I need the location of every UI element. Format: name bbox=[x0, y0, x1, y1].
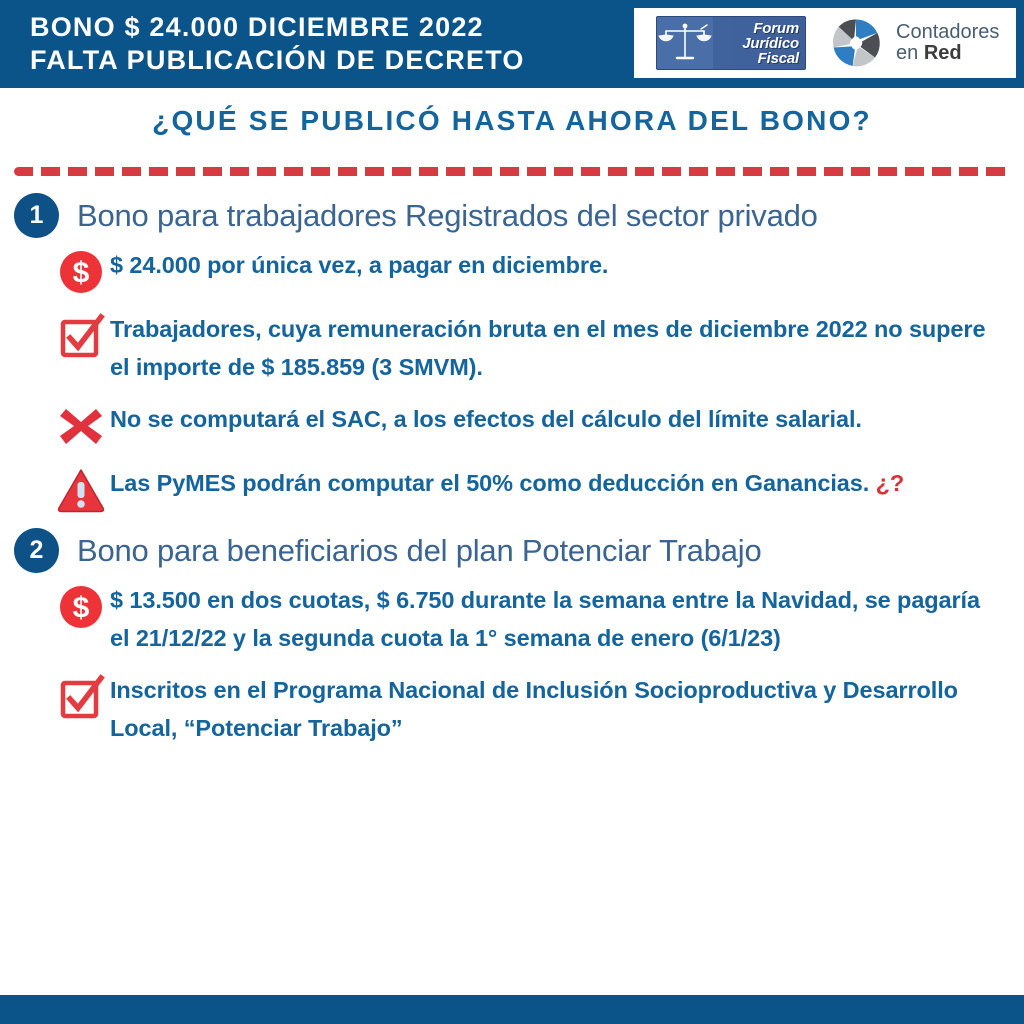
section-header-1 bbox=[14, 193, 1024, 238]
contadores-en-red-logo bbox=[828, 15, 999, 71]
header-title-block bbox=[30, 11, 630, 77]
contadores-logo-red: Red bbox=[923, 42, 962, 64]
forum-juridico-fiscal-logo bbox=[656, 16, 806, 70]
svg-text:$: $ bbox=[72, 591, 90, 625]
dollar-icon bbox=[57, 583, 105, 631]
bullet-icon-slot bbox=[52, 246, 110, 296]
list-item-text-main: Las PyMES podrán computar el 50% como deducción en Ganancias. bbox=[110, 470, 876, 496]
header-title-line-1: BONO $ 24.000 DICIEMBRE 2022 bbox=[30, 12, 484, 42]
checkbox-checked-icon bbox=[57, 673, 105, 721]
forum-logo-line-1: Forum bbox=[753, 19, 799, 37]
logo-bar bbox=[634, 8, 1016, 78]
section-bullets-2 bbox=[0, 581, 1024, 747]
contadores-logo-wordmark bbox=[896, 22, 999, 64]
section-title-2: Bono para beneficiarios del plan Potenciar Trabajo bbox=[77, 532, 762, 568]
list-item-text: $ 13.500 en dos cuotas, $ 6.750 durante la semana entre la Navidad, se pagaría el 21/12/22 y la segunda cuota la 1° semana de enero (6/1/23) bbox=[110, 587, 980, 651]
header-title-line-2: FALTA PUBLICACIÓN DE DECRETO bbox=[30, 45, 525, 75]
section-number-badge-2: 2 bbox=[14, 528, 59, 573]
warning-triangle-icon bbox=[56, 466, 106, 514]
list-item-text bbox=[110, 464, 904, 502]
page-footer-bar bbox=[0, 995, 1024, 1024]
bullet-icon-slot bbox=[52, 671, 110, 721]
contadores-logo-line-1: Contadores bbox=[896, 21, 1000, 43]
list-item-text: Trabajadores, cuya remuneración bruta en el mes de diciembre 2022 no supere el importe de $ 185.859 (3 SMVM). bbox=[110, 316, 986, 380]
list-item bbox=[52, 400, 1024, 450]
scales-of-justice-icon bbox=[657, 20, 713, 66]
dashed-divider bbox=[14, 167, 1010, 176]
list-item bbox=[52, 246, 1024, 296]
list-item-text: Inscritos en el Programa Nacional de Inclusión Socioproductiva y Desarrollo Local, “Potenciar Trabajo” bbox=[110, 677, 958, 741]
forum-logo-line-2: Jurídico bbox=[742, 34, 799, 52]
list-item bbox=[52, 581, 1024, 657]
forum-logo-wordmark bbox=[713, 21, 805, 66]
dollar-icon bbox=[57, 248, 105, 296]
page-header bbox=[0, 0, 1024, 88]
list-item bbox=[52, 464, 1024, 514]
section-header-2 bbox=[14, 528, 1024, 573]
list-item-text-accent: ¿? bbox=[875, 470, 905, 496]
list-item-text: No se computará el SAC, a los efectos del cálculo del límite salarial. bbox=[110, 406, 862, 432]
forum-logo-line-3: Fiscal bbox=[757, 49, 799, 67]
bullet-icon-slot bbox=[52, 581, 110, 631]
list-item bbox=[52, 310, 1024, 386]
page-title: ¿QUÉ SE PUBLICÓ HASTA AHORA DEL BONO? bbox=[152, 105, 872, 136]
contadores-logo-line-2 bbox=[896, 43, 999, 64]
list-item-text: $ 24.000 por única vez, a pagar en diciembre. bbox=[110, 252, 609, 278]
list-item bbox=[52, 671, 1024, 747]
bullet-icon-slot bbox=[52, 400, 110, 450]
section-title-1: Bono para trabajadores Registrados del sector privado bbox=[77, 197, 818, 233]
aperture-pinwheel-icon bbox=[828, 15, 884, 71]
checkbox-checked-icon bbox=[57, 312, 105, 360]
section-bullets-1 bbox=[0, 246, 1024, 514]
bullet-icon-slot bbox=[52, 310, 110, 360]
svg-text:$: $ bbox=[72, 256, 90, 290]
content-body bbox=[0, 193, 1024, 761]
cross-x-icon bbox=[57, 402, 105, 450]
contadores-logo-en: en bbox=[896, 42, 924, 64]
section-number-badge-1: 1 bbox=[14, 193, 59, 238]
bullet-icon-slot bbox=[52, 464, 110, 514]
